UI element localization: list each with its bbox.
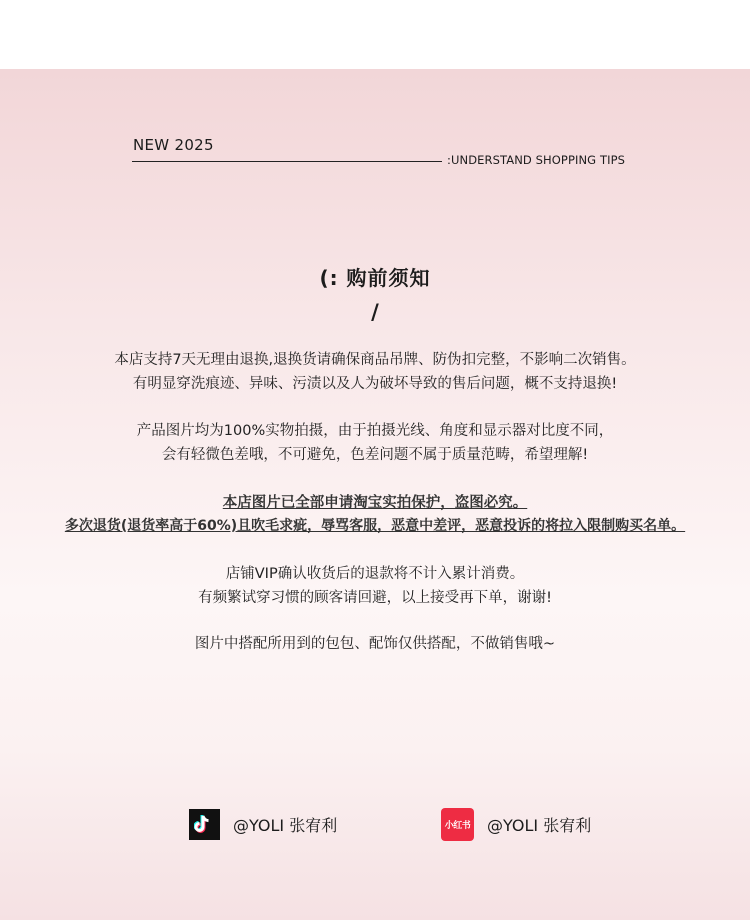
page-title: (: 购前须知 xyxy=(319,266,431,290)
tiktok-handle: @YOLI 张宥利 xyxy=(233,815,338,835)
notice-line: 会有轻微色差哦，不可避免，色差问题不属于质量范畴，希望理解! xyxy=(161,447,589,463)
title-slash: / xyxy=(371,300,379,324)
protection-notice: 本店图片已全部申请淘宝实拍保护，盗图必究。 xyxy=(222,495,528,511)
blacklist-notice: 多次退货(退货率高于60%)且吹毛求疵，辱骂客服，恶意中差评，恶意投诉的将拉入限制购买名单。 xyxy=(64,518,686,534)
notice-line: 有明显穿洗痕迹、异味、污渍以及人为破坏导致的售后问题，概不支持退换! xyxy=(132,376,618,392)
tiktok-account[interactable] xyxy=(189,807,337,841)
notice-line: 本店支持7天无理由退换,退换货请确保商品吊牌、防伪扣完整，不影响二次销售。 xyxy=(114,352,636,368)
rednote-icon: 小红书 xyxy=(441,808,474,841)
header-divider xyxy=(132,161,442,162)
rednote-handle: @YOLI 张宥利 xyxy=(487,815,592,835)
header-new-label: NEW 2025 xyxy=(133,136,214,154)
notice-line: 产品图片均为100%实物拍摄，由于拍摄光线、角度和显示器对比度不同， xyxy=(136,423,614,439)
rednote-account[interactable] xyxy=(441,807,591,841)
notice-line: 有频繁试穿习惯的顾客请回避，以上接受再下单，谢谢! xyxy=(198,590,552,606)
notice-line: 店铺VIP确认收货后的退款将不计入累计消费。 xyxy=(225,566,525,582)
notice-line: 图片中搭配所用到的包包、配饰仅供搭配，不做销售哦~ xyxy=(194,636,556,652)
header-tips-label: :UNDERSTAND SHOPPING TIPS xyxy=(447,153,625,167)
tiktok-icon xyxy=(189,809,220,840)
